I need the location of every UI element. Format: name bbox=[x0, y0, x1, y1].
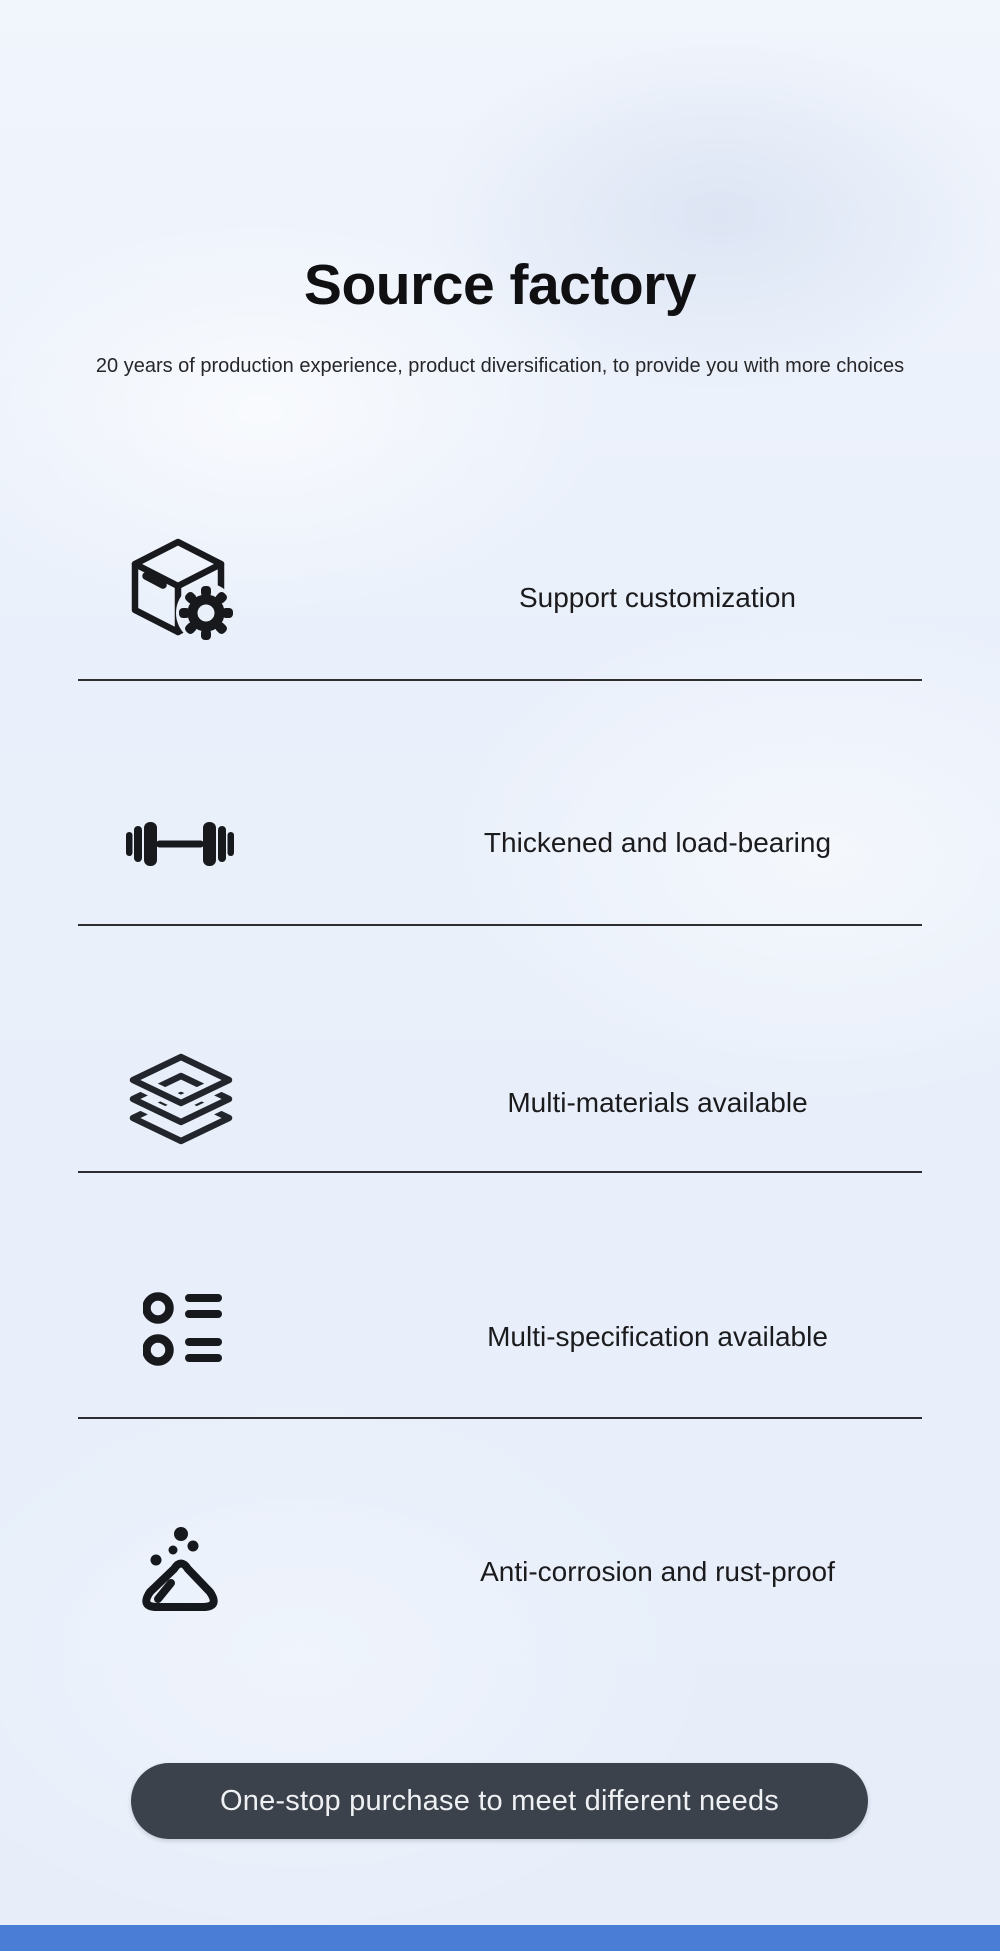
divider bbox=[78, 1417, 922, 1419]
one-stop-purchase-button[interactable] bbox=[131, 1763, 868, 1839]
feature-label-support-customization: Support customization bbox=[518, 582, 797, 613]
cube-gear-icon bbox=[125, 534, 237, 646]
bottom-blue-bar bbox=[0, 1925, 1000, 1951]
one-stop-purchase-button-label: One-stop purchase to meet different needs bbox=[219, 1784, 779, 1817]
page-title: Source factory bbox=[303, 253, 697, 317]
dumbbell-icon bbox=[126, 822, 234, 866]
feature-label-thickened: Thickened and load-bearing bbox=[483, 827, 832, 858]
spec-list-icon bbox=[143, 1292, 227, 1366]
layers-icon bbox=[128, 1053, 234, 1145]
page-subtitle: 20 years of production experience, product diversification, to provide you with more choices bbox=[95, 355, 905, 377]
feature-label-multi-specification: Multi-specification available bbox=[487, 1321, 828, 1352]
divider bbox=[78, 924, 922, 926]
anti-corrosion-icon bbox=[133, 1525, 227, 1615]
divider bbox=[78, 679, 922, 681]
feature-label-multi-materials: Multi-materials available bbox=[507, 1087, 808, 1118]
divider bbox=[78, 1171, 922, 1173]
feature-label-anti-corrosion: Anti-corrosion and rust-proof bbox=[480, 1556, 835, 1587]
